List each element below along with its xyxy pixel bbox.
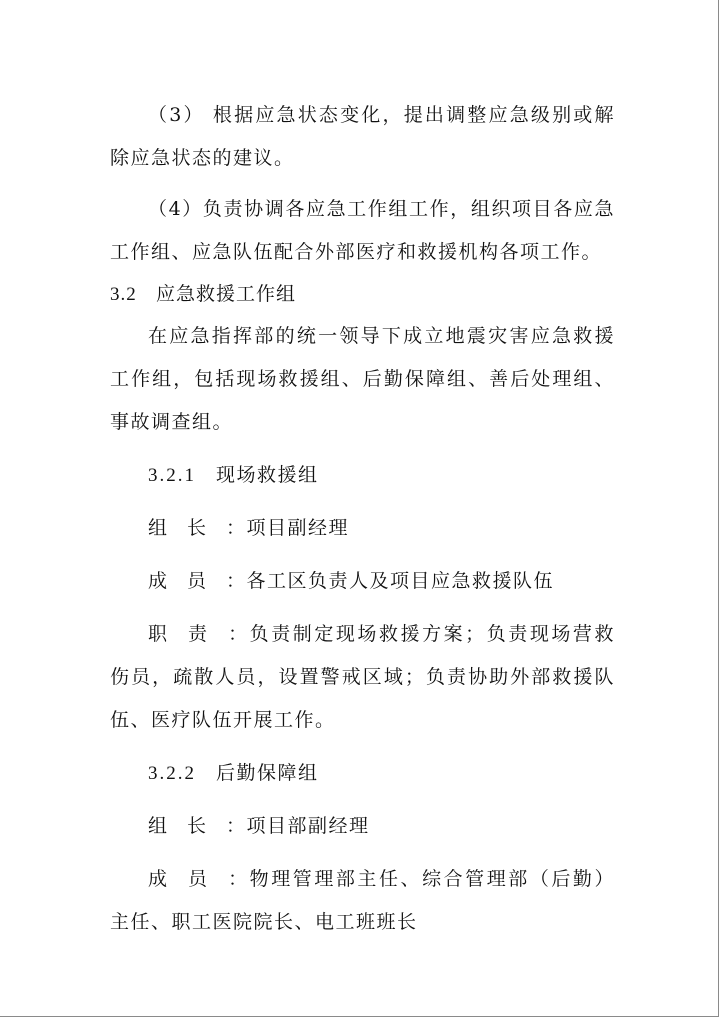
leader-value: ：项目副经理 [226, 517, 350, 539]
paragraph-item-3: （3） 根据应急状态变化，提出调整应急级别或解除应急状态的建议。 [110, 104, 615, 169]
subsection-heading-rescue [110, 454, 615, 497]
rescue-members-line [110, 560, 615, 603]
section-intro-paragraph: 在应急指挥部的统一领导下成立地震灾害应急救援工作组，包括现场救援组、后勤保障组、善后处理组、事故调查组。 [110, 325, 615, 433]
section-title: 应急救援工作组 [156, 283, 297, 305]
subsection-title: 后勤保障组 [216, 762, 319, 784]
section-number: 3.2 [110, 284, 137, 305]
rescue-leader-line [110, 507, 615, 550]
subsection-number: 3.2.2 [148, 763, 196, 784]
subsection-number: 3.2.1 [148, 465, 196, 486]
leader-label: 组长 [148, 517, 227, 539]
logistics-leader-line [110, 805, 615, 848]
section-heading [110, 278, 615, 311]
paragraph-item-4: （4）负责协调各应急工作组工作，组织项目各应急工作组、应急队伍配合外部医疗和救援机构各项工作。 [110, 198, 615, 263]
members-label: 成员 [148, 570, 227, 592]
subsection-title: 现场救援组 [216, 464, 319, 486]
duty-value: ：负责制定现场救援方案；负责现场营救伤员，疏散人员，设置警戒区域；负责协助外部救援队伍、医疗队伍开展工作。 [110, 623, 615, 731]
rescue-duty-line [110, 613, 615, 742]
members-value: ：物理管理部主任、综合管理部（后勤）主任、职工医院院长、电工班班长 [110, 868, 615, 933]
logistics-members-line [110, 858, 615, 944]
document-body [110, 94, 615, 954]
leader-value: ：项目部副经理 [226, 815, 370, 837]
leader-label: 组长 [148, 815, 227, 837]
members-label: 成员 [148, 868, 229, 890]
subsection-heading-logistics [110, 752, 615, 795]
duty-label: 职责 [148, 623, 229, 645]
members-value: ：各工区负责人及项目应急救援队伍 [226, 570, 555, 592]
